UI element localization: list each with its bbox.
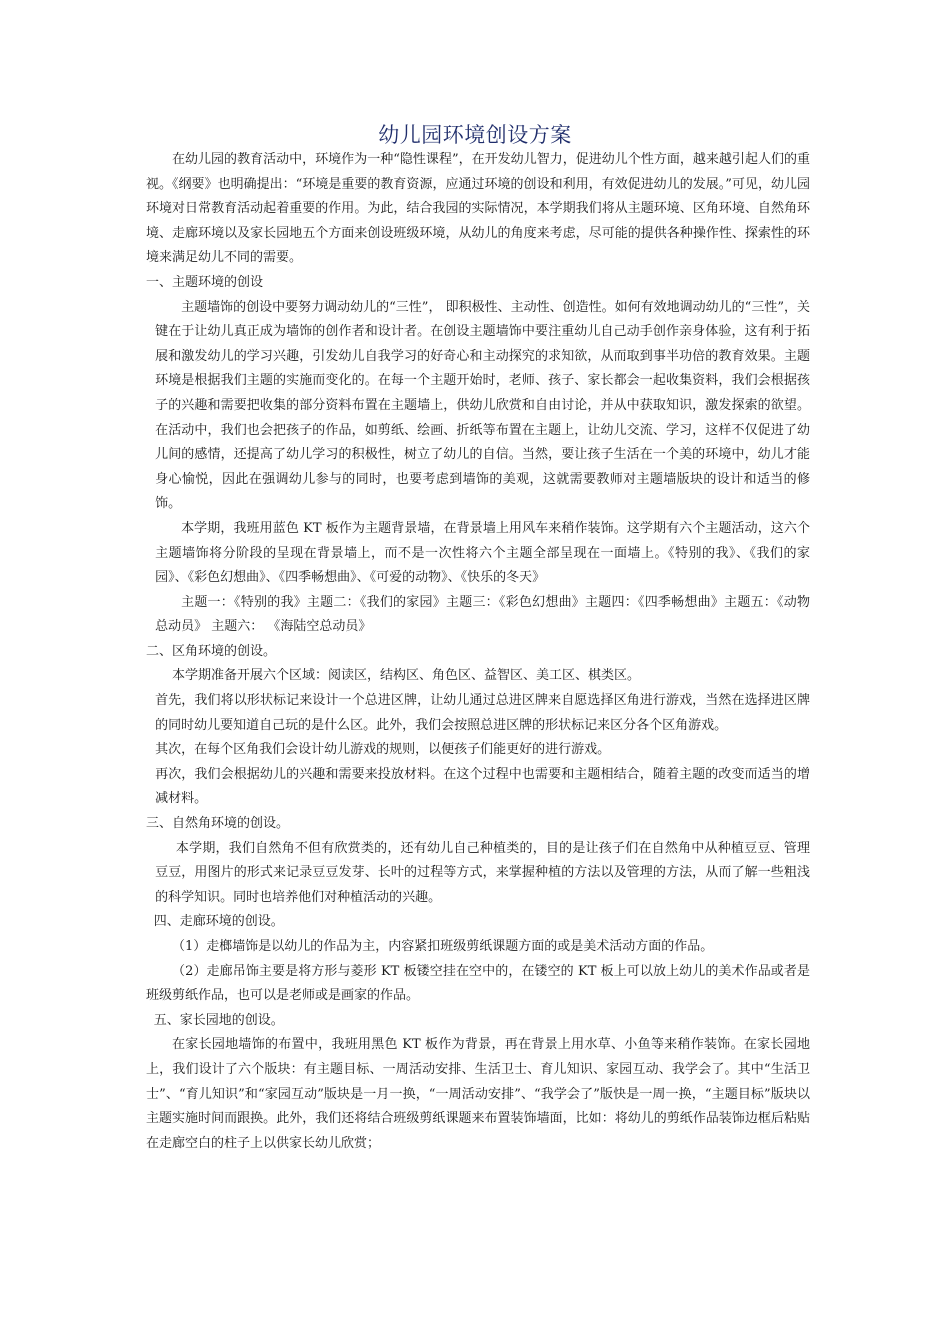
paragraph-corridor-1: （1）走榔墙饰是以幼儿的作品为主，内容紧扣班级剪纸课题方面的或是美术活动方面的作品。 — [172, 939, 714, 954]
section-heading-theme: 一、主题环境的创设 — [146, 274, 264, 290]
paragraph-corner-first: 首先，我们将以形状标记来设计一个总进区牌，让幼儿通过总进区牌来自愿选择区角进行游戏，当然在选择进区牌的同时幼儿要知道自己玩的是什么区。此外，我们会按照总进区牌的形状标记来区分各个区角游戏。 — [155, 693, 810, 733]
section-heading-nature: 三、自然角环境的创设。 — [146, 816, 290, 832]
intro-paragraph: 在幼儿园的教育活动中，环境作为一种“隐性课程”，在开发幼儿智力，促进幼儿个性方面，越来越引起人们的重视。《纲要》也明确提出：“环境是重要的教育资源，应通过环境的创设和利用，有效促进幼儿的发展。”可见，幼儿园环境对日常教育活动起着重要的作用。为此，结合我园的实际情况，本学期我们将从主题环境、区角环境、自然角环境、走廊环境以及家长园地五个方面来创设班级环境，从幼儿的角度来考虑，尽可能的提供各种操作性、探索性的环境来满足幼儿不同的需要。 — [146, 152, 810, 266]
paragraph-nature: 本学期，我们自然角不但有欣赏类的，还有幼儿自己种植类的，目的是让孩子们在自然角中从种植豆豆、管理豆豆，用图片的形式来记录豆豆发芽、长叶的过程等方式，来掌握种植的方法以及管理的方法，从而了解一些粗浅的科学知识。同时也培养他们对种植活动的兴趣。 — [155, 840, 810, 905]
paragraph-corridor-2: （2）走廊吊饰主要是将方形与菱形 KT 板镂空挂在空中的，在镂空的 KT 板上可以放上幼儿的美术作品或者是班级剪纸作品，也可以是老师或是画家的作品。 — [146, 963, 810, 1004]
paragraph-parents: 在家长园地墙饰的布置中，我班用黑色 KT 板作为背景，再在背景上用水草、小鱼等来稍作装饰。在家长园地上，我们设计了六个版块：有主题目标、一周活动安排、生活卫士、育儿知识、家园互动、我学会了。其中“生活卫士”、“育儿知识”和“家园互动”版块是一月一换，“一周活动安排”、“我学会了”版快是一周一换，“主题目标”版块以主题实施时间而跟换。此外，我们还将结合班级剪纸课题来布置装饰墙面，比如：将幼儿的剪纸作品装饰边框后粘贴在走廊空白的柱子上以供家长幼儿欣赏； — [146, 1037, 810, 1151]
paragraph-corner-third: 再次，我们会根据幼儿的兴趣和需要来投放材料。在这个过程中也需要和主题相结合，随着主题的改变而适当的增减材料。 — [155, 766, 810, 807]
section-heading-parents: 五、家长园地的创设。 — [153, 1012, 284, 1028]
paragraph-theme-list: 主题一：《特别的我》主题二：《我们的家园》主题三：《彩色幻想曲》主题四：《四季畅想曲》主题五：《动物总动员》 主题六： 《海陆空总动员》 — [155, 594, 810, 635]
document-title: 幼儿园环境创设方案 — [378, 123, 572, 147]
section-heading-corner: 二、区角环境的创设。 — [146, 643, 277, 659]
paragraph-theme-semester: 本学期，我班用蓝色 KT 板作为主题背景墙，在背景墙上用风车来稍作装饰。这学期有六个主题活动，这六个主题墙饰将分阶段的呈现在背景墙上，而不是一次性将六个主题全部呈现在一面墙上。《特别的我》、《我们的家园》、《彩色幻想曲》、《四季畅想曲》、《可爱的动物》、《快乐的冬天》 — [155, 520, 810, 586]
document-body — [146, 148, 810, 1156]
paragraph-corner-second: 其次，在每个区角我们会设计幼儿游戏的规则，以便孩子们能更好的进行游戏。 — [155, 742, 611, 758]
paragraph-corner-areas: 本学期准备开展六个区域：阅读区，结构区、角色区、益智区、美工区、棋类区。 — [172, 668, 641, 684]
section-heading-corridor: 四、走廊环境的创设。 — [153, 914, 284, 930]
paragraph-theme-wall: 主题墙饰的创设中要努力调动幼儿的“三性”， 即积极性、主动性、创造性。如何有效地调动幼儿的“三性”，关键在于让幼儿真正成为墙饰的创作者和设计者。在创设主题墙饰中要注重幼儿自己动手创作亲身体验，这有利于拓展和激发幼儿的学习兴趣，引发幼儿自我学习的好奇心和主动探究的求知欲，从而取到事半功倍的教育效果。主题环境是根据我们主题的实施而变化的。在每一个主题开始时，老师、孩子、家长都会一起收集资料，我们会根据孩子的兴趣和需要把收集的部分资料布置在主题墙上，供幼儿欣赏和自由讨论，并从中获取知识，激发探索的欲望。在活动中，我们也会把孩子的作品，如剪纸、绘画、折纸等布置在主题上，让幼儿交流、学习，这样不仅促进了幼儿间的感情，还提高了幼儿学习的积极性，树立了幼儿的自信。当然，要让孩子生活在一个美的环境中，幼儿才能身心愉悦，因此在强调幼儿参与的同时，也要考虑到墙饰的美观，这就需要教师对主题墙版块的设计和适当的修饰。 — [155, 299, 810, 512]
